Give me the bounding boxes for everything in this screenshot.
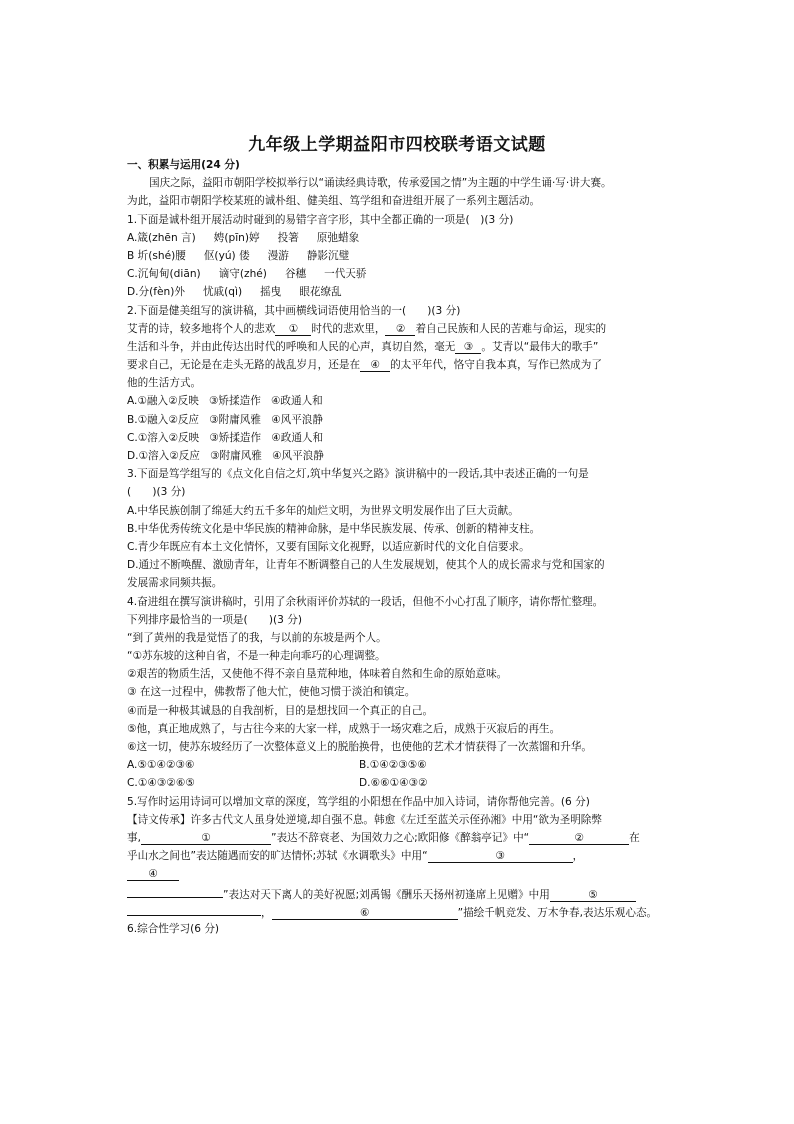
q4-options-row bbox=[127, 774, 672, 792]
q2-option-b bbox=[127, 411, 672, 429]
text-segment: ”描绘千帆竞发、万木争春,表达乐观心态。 bbox=[457, 906, 658, 919]
blank-4-cont bbox=[127, 884, 223, 898]
option-term: C.①溶入 bbox=[127, 431, 169, 444]
option-term: 投箸 bbox=[277, 231, 299, 244]
q2-text-line bbox=[127, 338, 672, 356]
option-term: ④风平浪静 bbox=[271, 413, 323, 426]
q1-option-c bbox=[127, 265, 672, 283]
option-term: 忧戚(qì) bbox=[202, 286, 243, 299]
text-segment: 生活和斗争，并由此传达出时代的呼唤和人民的心声，真切自然，毫无 bbox=[127, 340, 456, 353]
blank-3: ③ bbox=[428, 849, 573, 863]
blank-4: ④ bbox=[360, 358, 390, 372]
option-term: 谷穗 bbox=[284, 268, 307, 281]
option-term: B 圻(shé)腰 bbox=[127, 249, 186, 262]
option-term: 谪守(zhé) bbox=[218, 268, 267, 281]
option-term: A.①融入 bbox=[127, 395, 169, 408]
option-term: 静影沉璧 bbox=[306, 249, 350, 262]
q3-option-c: C.青少年既应有本土文化情怀，又要有国际文化视野，以适应新时代的文化自信要求。 bbox=[127, 540, 530, 553]
option-term: ②反映 bbox=[168, 431, 200, 444]
blank-1: ① bbox=[275, 322, 311, 336]
blank-2: ② bbox=[529, 831, 629, 845]
q3-option-b: B.中华优秀传统文化是中华民族的精神命脉，是中华民族发展、传承、创新的精神支柱。 bbox=[127, 522, 541, 535]
q4-option-b: B.①④②③⑤⑥ bbox=[359, 759, 427, 772]
text-segment: ”表达对天下离人的美好祝愿;刘禹锡《酬乐天扬州初逢席上见赠》中用 bbox=[223, 888, 550, 901]
text-segment: 事, bbox=[127, 831, 141, 844]
option-term: 漫游 bbox=[267, 249, 289, 262]
q3-option-a: A.中华民族创制了绵延大约五千多年的灿烂文明，为世界文明发展作出了巨大贡献。 bbox=[127, 504, 519, 517]
intro-line: 国庆之际，益阳市朝阳学校拟举行以“诵读经典诗歌，传承爱国之情”为主题的中学生诵·写·讲大赛。 bbox=[149, 177, 612, 190]
q4-sentence: “到了黄州的我是觉悟了的我，与以前的东坡是两个人。 bbox=[127, 631, 387, 644]
q4-sentence: ⑤他，真正地成熟了，与古往今来的大家一样，成熟于一场灾难之后，成熟于灭寂后的再生。 bbox=[127, 722, 561, 735]
q4-sentence: ④而是一种极其诚恳的自我剖析，目的是想找回一个真正的自己。 bbox=[127, 704, 434, 717]
q1-option-d bbox=[127, 283, 672, 301]
text-segment: 时代的悲欢里， bbox=[311, 322, 386, 335]
q6-stem: 6.综合性学习(6 分) bbox=[127, 922, 220, 935]
option-term: A.箴(zhēn 言) bbox=[127, 231, 196, 244]
q4-option-a: A.⑤①④②③⑥ bbox=[127, 759, 195, 772]
blank-4: ④ bbox=[127, 867, 179, 881]
option-term: ②反映 bbox=[168, 395, 199, 408]
q4-sentence: “①苏东坡的这种自省，不是一种走向乖巧的心理调整。 bbox=[127, 650, 386, 663]
q5-text-line bbox=[127, 884, 672, 902]
q4-stem: 下列排序最恰当的一项是( )(3 分) bbox=[127, 613, 302, 626]
q2-text-line: 他的生活方式。 bbox=[127, 377, 202, 390]
q4-sentence: ②艰苦的物质生活，又使他不得不亲自垦荒种地，体味着自然和生命的原始意味。 bbox=[127, 668, 508, 681]
q3-stem: 3.下面是笃学组写的《点文化自信之灯,筑中华复兴之路》演讲稿中的一段话,其中表述正确的一句是 bbox=[127, 468, 589, 481]
q4-option-c: C.①④③②⑥⑤ bbox=[127, 777, 195, 790]
q2-option-a bbox=[127, 392, 672, 410]
q4-stem: 4.奋进组在撰写演讲稿时，引用了余秋雨评价苏轼的一段话，但他不小心打乱了顺序，请你帮忙整理。 bbox=[127, 595, 604, 608]
option-term: ③附庸风雅 bbox=[209, 413, 261, 426]
intro-line: 为此，益阳市朝阳学校某班的诚朴组、健美组、笃学组和奋进组开展了一系列主题活动。 bbox=[127, 195, 541, 208]
q2-text-line bbox=[127, 356, 672, 374]
q3-stem: ( )(3 分) bbox=[127, 486, 186, 499]
blank-6: ⑥ bbox=[272, 906, 458, 920]
q5-text-line bbox=[127, 847, 672, 865]
q5-text-line bbox=[127, 829, 672, 847]
blank-1: ① bbox=[141, 831, 271, 845]
option-term: B.①融入 bbox=[127, 413, 169, 426]
option-term: ④政通人和 bbox=[270, 395, 323, 408]
blank-2: ② bbox=[385, 322, 415, 336]
option-term: ③矫揉造作 bbox=[209, 431, 262, 444]
blank-3: ③ bbox=[455, 340, 481, 354]
q4-sentence: ③ 在这一过程中，佛教帮了他大忙，使他习惯于淡泊和镇定。 bbox=[127, 686, 416, 699]
text-segment: 着自己民族和人民的苦难与命运，现实的 bbox=[415, 322, 607, 335]
text-segment: 艾青的诗，较多地将个人的悲欢 bbox=[127, 322, 276, 335]
text-segment: 的太平年代，恪守自我本真，写作已然成为了 bbox=[390, 359, 602, 372]
option-term: ③附庸风雅 bbox=[210, 450, 262, 462]
q5-stem: 5.写作时运用诗词可以增加文章的深度，笃学组的小阳想在作品中加入诗词，请你帮他完善。(6 分) bbox=[127, 795, 590, 808]
q2-stem: 2.下面是健美组写的演讲稿，其中画横线词语使用恰当的一( )(3 分) bbox=[127, 304, 461, 317]
text-segment: ， bbox=[572, 850, 584, 863]
text-segment: 。艾青以“最伟大的歌手” bbox=[481, 340, 599, 353]
q3-option-d: D.通过不断唤醒、激励青年，让青年不断调整自己的人生发展规划，使其个人的成长需求与党和国家的 bbox=[127, 559, 605, 572]
text-segment: ”表达不辞衰老、为国效力之心;欧阳修《醉翁亭记》中“ bbox=[270, 831, 530, 844]
option-term: 眼花缭乱 bbox=[299, 286, 342, 299]
exam-title: 九年级上学期益阳市四校联考语文试题 bbox=[248, 135, 546, 155]
exam-body bbox=[127, 156, 672, 938]
q2-option-c bbox=[127, 429, 672, 447]
q5-text-line bbox=[127, 865, 672, 883]
option-term: ③矫揉造作 bbox=[208, 395, 261, 408]
blank-5: ⑤ bbox=[550, 888, 636, 902]
option-term: 摇曳 bbox=[260, 286, 282, 299]
q5-text-line: 【诗文传承】许多古代文人虽身处逆境,却自强不息。韩愈《左迁至蓝关示侄孙湘》中用“欲为圣明除弊 bbox=[127, 813, 602, 826]
q1-option-a bbox=[127, 229, 672, 247]
q3-option-d-cont: 发展需求同频共振。 bbox=[127, 577, 223, 590]
q2-text-line bbox=[127, 320, 672, 338]
q4-sentence: ⑥这一切，使苏东坡经历了一次整体意义上的脱胎换骨，也使他的艺术才情获得了一次蒸馏和升华。 bbox=[127, 741, 593, 753]
section-heading: 一、积累与运用(24 分) bbox=[127, 159, 240, 171]
option-term: ②反应 bbox=[168, 413, 200, 426]
option-term: 娉(pīn)婷 bbox=[213, 231, 260, 244]
option-term: ④政通人和 bbox=[271, 431, 324, 444]
q1-option-b bbox=[127, 247, 672, 265]
option-term: 伛(yú) 偻 bbox=[203, 249, 250, 262]
text-segment: 乎山水之间也”表达随遇而安的旷达情怀;苏轼《水调歌头》中用“ bbox=[127, 850, 428, 863]
text-segment: ， bbox=[261, 906, 272, 919]
option-term: ②反应 bbox=[169, 450, 200, 462]
option-term: ④风平浪静 bbox=[272, 450, 324, 462]
text-segment: 在 bbox=[629, 831, 640, 844]
blank-5-cont bbox=[127, 902, 261, 916]
text-segment: 要求自己，无论是在走头无路的战乱岁月，还是在 bbox=[127, 359, 361, 372]
option-term: 一代天骄 bbox=[324, 268, 367, 281]
option-term: C.沉甸甸(diān) bbox=[127, 268, 201, 281]
q1-stem: 1.下面是诚朴组开展活动时碰到的易错字音字形，其中全都正确的一项是( )(3 分) bbox=[127, 213, 514, 226]
option-term: D.分(fèn)外 bbox=[127, 286, 185, 299]
q5-text-line bbox=[127, 902, 672, 920]
q4-option-d: D.⑥⑥①④③② bbox=[359, 777, 428, 790]
q4-options-row bbox=[127, 756, 672, 774]
option-term: 原弛蜡象 bbox=[316, 231, 360, 244]
option-term: D.①溶入 bbox=[127, 450, 170, 462]
q2-option-d bbox=[127, 447, 672, 465]
